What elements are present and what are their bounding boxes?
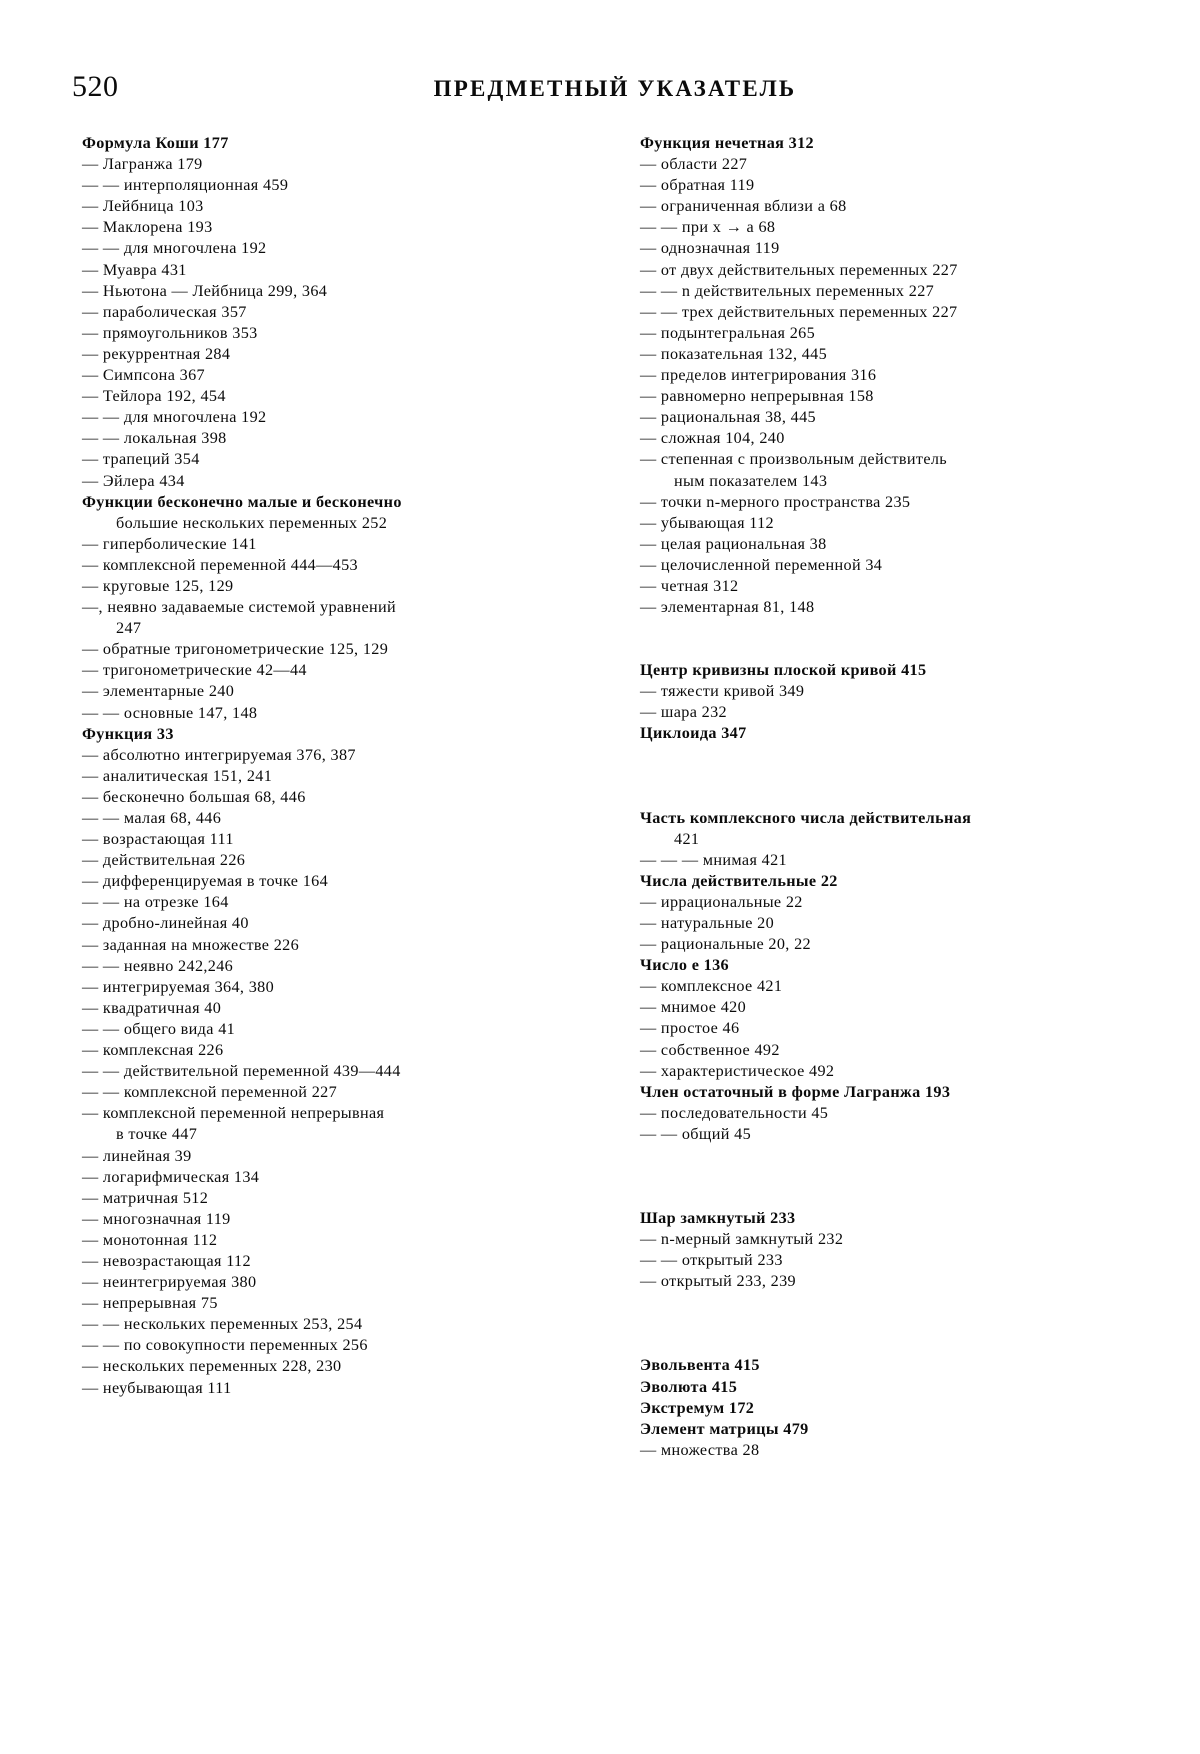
- index-entry: — целая рациональная 38: [640, 534, 827, 553]
- index-entry: — дифференцируемая в точке 164: [82, 872, 329, 891]
- page-title: ПРЕДМЕТНЫЙ УКАЗАТЕЛЬ: [433, 76, 797, 101]
- index-entry: — заданная на множестве 226: [82, 935, 300, 954]
- index-entry: — — общего вида 41: [82, 1019, 236, 1038]
- index-entry: — неубывающая 111: [82, 1378, 232, 1397]
- index-entry: — рекуррентная 284: [82, 344, 231, 363]
- index-entry: — — нескольких переменных 253, 254: [82, 1315, 363, 1334]
- index-column-right: [566, 133, 1200, 1461]
- index-entry: — сложная 104, 240: [640, 429, 785, 448]
- index-entry: Числа действительные 22: [640, 871, 838, 890]
- page-number: 520: [72, 70, 119, 103]
- index-entry: Член остаточный в форме Лагранжа 193: [640, 1082, 951, 1101]
- index-entry: — — для многочлена 192: [82, 239, 267, 258]
- index-entry: — — локальная 398: [82, 429, 227, 448]
- index-entry: Число e 136: [640, 956, 729, 975]
- index-entry: — — комплексной переменной 227: [82, 1083, 338, 1102]
- index-entry: — характеристическое 492: [640, 1061, 835, 1080]
- index-entry: — параболическая 357: [82, 302, 247, 321]
- index-entry: — целочисленной переменной 34: [640, 555, 883, 574]
- index-entry: большие нескольких переменных 252: [116, 513, 388, 532]
- index-entry: — монотонная 112: [82, 1230, 218, 1249]
- index-entry: — комплексной переменной непрерывная: [82, 1104, 385, 1123]
- index-entry: — — по совокупности переменных 256: [82, 1336, 368, 1355]
- index-entry: — однозначная 119: [640, 239, 780, 258]
- index-entry: — комплексное 421: [640, 977, 783, 996]
- index-entry: Функция 33: [82, 724, 174, 743]
- index-entry: — рациональная 38, 445: [640, 408, 816, 427]
- index-entry: — обратная 119: [640, 176, 755, 195]
- index-entry: — Ньютона — Лейбница 299, 364: [82, 281, 328, 300]
- index-entry: — тригонометрические 42—44: [82, 661, 307, 680]
- index-entry: — Эйлера 434: [82, 471, 185, 490]
- index-entry: — абсолютно интегрируемая 376, 387: [82, 745, 356, 764]
- entry-spacer: [640, 618, 1140, 660]
- entry-spacer: [640, 1292, 1140, 1355]
- index-entry: Центр кривизны плоской кривой 415: [640, 661, 927, 680]
- index-entry: — подынтегральная 265: [640, 323, 816, 342]
- index-entry: — множества 28: [640, 1440, 760, 1459]
- index-entry: — трапеций 354: [82, 450, 200, 469]
- index-entry: — — открытый 233: [640, 1251, 783, 1270]
- index-entry: — Муавра 431: [82, 260, 187, 279]
- index-entry: в точке 447: [116, 1125, 198, 1144]
- index-entry: — показательная 132, 445: [640, 344, 828, 363]
- index-entry: — точки n-мерного пространства 235: [640, 492, 911, 511]
- index-entry: — действительная 226: [82, 851, 246, 870]
- index-entry: — ограниченная вблизи a 68: [640, 197, 847, 216]
- index-entry: Эволюта 415: [640, 1377, 738, 1396]
- index-entry: — комплексной переменной 444—453: [82, 555, 358, 574]
- index-entry: —, неявно задаваемые системой уравнений: [82, 598, 397, 617]
- index-entry: — открытый 233, 239: [640, 1272, 796, 1291]
- index-entry: Элемент матрицы 479: [640, 1419, 809, 1438]
- index-entry: — убывающая 112: [640, 513, 775, 532]
- index-columns: [0, 133, 1200, 1461]
- index-entry: — — n действительных переменных 227: [640, 281, 935, 300]
- index-entry: — n-мерный замкнутый 232: [640, 1230, 844, 1249]
- index-entry: — области 227: [640, 155, 748, 174]
- index-entry: — аналитическая 151, 241: [82, 766, 273, 785]
- index-entry: — иррациональные 22: [640, 892, 803, 911]
- index-entry: 247: [116, 619, 142, 638]
- index-entry: — дробно-линейная 40: [82, 914, 249, 933]
- index-entry: — — интерполяционная 459: [82, 176, 289, 195]
- index-entry: — круговые 125, 129: [82, 576, 234, 595]
- index-entry: — интегрируемая 364, 380: [82, 977, 275, 996]
- index-entry: — последовательности 45: [640, 1103, 829, 1122]
- index-entry: ным показателем 143: [674, 471, 828, 490]
- index-entry: — рациональные 20, 22: [640, 935, 811, 954]
- index-entry: — невозрастающая 112: [82, 1251, 251, 1270]
- index-entry: — степенная с произвольным действитель: [640, 450, 948, 469]
- index-entry: — матричная 512: [82, 1188, 209, 1207]
- index-entry: — натуральные 20: [640, 914, 775, 932]
- index-column-left: [0, 133, 566, 1461]
- index-entry: — равномерно непрерывная 158: [640, 387, 874, 406]
- index-entry: Функции бесконечно малые и бесконечно: [82, 492, 402, 511]
- index-entry: — Тейлора 192, 454: [82, 387, 226, 406]
- index-entry: — логарифмическая 134: [82, 1167, 260, 1186]
- index-entry: — Лейбница 103: [82, 197, 204, 216]
- index-entry: — шара 232: [640, 703, 727, 722]
- index-entry: — — трех действительных переменных 227: [640, 302, 958, 321]
- index-entry: — многозначная 119: [82, 1209, 231, 1228]
- index-entry: — — неявно 242,246: [82, 956, 234, 975]
- index-entry: — — для многочлена 192: [82, 408, 267, 427]
- index-entry: — гиперболические 141: [82, 534, 257, 553]
- index-entry: — линейная 39: [82, 1146, 192, 1165]
- index-entry: — элементарные 240: [82, 682, 235, 701]
- index-entry: 421: [674, 829, 700, 848]
- index-entry: Циклоида 347: [640, 724, 747, 743]
- index-entry: Функция нечетная 312: [640, 134, 814, 152]
- index-entry: — — основные 147, 148: [82, 703, 258, 722]
- index-entry: — неинтегрируемая 380: [82, 1273, 257, 1292]
- index-entry: Шар замкнутый 233: [640, 1209, 796, 1228]
- index-entry: — Маклорена 193: [82, 218, 213, 237]
- index-entry: — мнимое 420: [640, 998, 747, 1017]
- index-entry: — элементарная 81, 148: [640, 598, 815, 617]
- index-entry: — прямоугольников 353: [82, 323, 258, 342]
- entry-spacer: [640, 745, 1140, 808]
- index-entry: Эвольвента 415: [640, 1356, 760, 1375]
- index-entry: Экстремум 172: [640, 1398, 755, 1417]
- index-entry: — Лагранжа 179: [82, 155, 203, 174]
- index-entry: Часть комплексного числа действительная: [640, 808, 972, 827]
- index-entry: — — действительной переменной 439—444: [82, 1062, 401, 1081]
- index-entry: — квадратичная 40: [82, 998, 222, 1017]
- index-entry: — — при x → a 68: [640, 218, 776, 237]
- index-entry: — Симпсона 367: [82, 366, 205, 385]
- index-entry: — — общий 45: [640, 1124, 752, 1143]
- page-header: [0, 70, 1200, 110]
- entry-spacer: [640, 1145, 1140, 1208]
- index-entry: — — — мнимая 421: [640, 850, 787, 869]
- index-entry: — от двух действительных переменных 227: [640, 260, 958, 279]
- index-entry: — тяжести кривой 349: [640, 682, 805, 701]
- index-entry: — нескольких переменных 228, 230: [82, 1357, 342, 1376]
- index-entry: — бесконечно большая 68, 446: [82, 787, 306, 806]
- index-entry: — пределов интегрирования 316: [640, 366, 877, 385]
- index-entry: — возрастающая 111: [82, 830, 234, 849]
- index-entry: — — малая 68, 446: [82, 809, 222, 827]
- index-entry: Формула Коши 177: [82, 134, 229, 152]
- index-entry: — четная 312: [640, 576, 739, 595]
- index-entry: — — на отрезке 164: [82, 893, 229, 912]
- index-entry: — обратные тригонометрические 125, 129: [82, 640, 389, 659]
- index-entry: — простое 46: [640, 1019, 740, 1038]
- index-entry: — собственное 492: [640, 1040, 780, 1059]
- index-entry: — непрерывная 75: [82, 1294, 218, 1313]
- index-entry: — комплексная 226: [82, 1041, 224, 1060]
